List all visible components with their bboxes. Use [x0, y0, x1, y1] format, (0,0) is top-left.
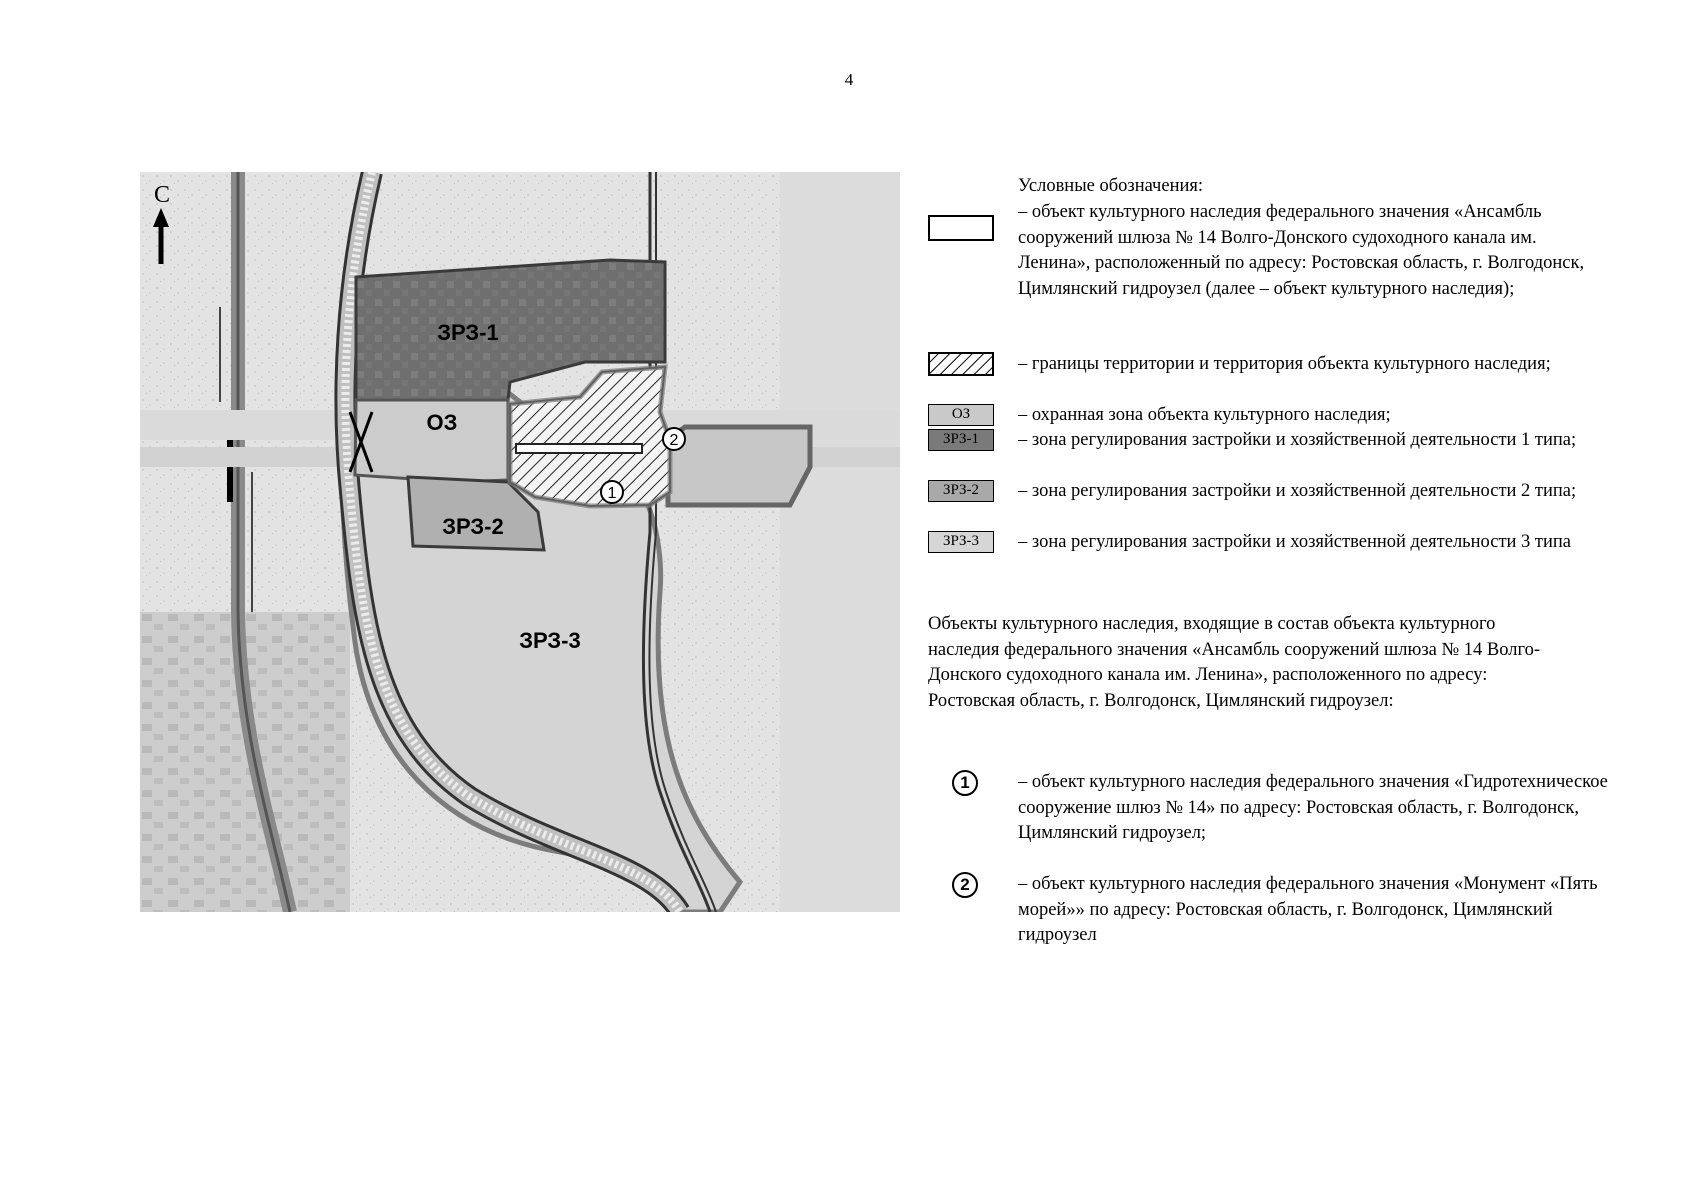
legend-title: Условные обозначения:: [1018, 176, 1204, 196]
marker-1-label: 1: [607, 485, 617, 502]
object-2-number-icon: 2: [952, 872, 978, 898]
zrz1-swatch: ЗРЗ-1: [928, 429, 994, 451]
zrz3-swatch: ЗРЗ-3: [928, 531, 994, 553]
oz-swatch: ОЗ: [928, 404, 994, 426]
zone-label-oz: ОЗ: [426, 410, 458, 435]
marker-2-label: 2: [669, 432, 679, 449]
legend-item-text: – зона регулирования застройки и хозяйственной деятельности 1 типа;: [1018, 430, 1577, 450]
zrz2-swatch: ЗРЗ-2: [928, 480, 994, 502]
legend-item-text: – границы территории и территория объекта культурного наследия;: [1018, 354, 1551, 374]
north-label: С: [154, 182, 171, 208]
legend-item-text: – объект культурного наследия федерального значения «Ансамбль сооружений шлюза № 14 Волго-Донского судоходного канала им. Ленина», расположенный по адресу: Ростовская область, г. Волгодонск, Цимлянский гидроузел (далее – объект культурного наследия);: [1018, 202, 1585, 299]
zone-label-zrz1: ЗРЗ-1: [437, 320, 499, 345]
page-number: 4: [844, 70, 854, 89]
hatch-swatch-icon: [928, 352, 994, 376]
legend-item-text: – зона регулирования застройки и хозяйственной деятельности 2 типа;: [1018, 481, 1577, 501]
legend-item-text: – охранная зона объекта культурного наследия;: [1018, 405, 1391, 425]
frame-swatch-icon: [928, 215, 994, 241]
object-item-text: – объект культурного наследия федерального значения «Монумент «Пять морей»» по адресу: Ростовская область, г. Волгодонск, Цимлянский гидроузел: [1018, 874, 1598, 945]
zone-label-zrz3: ЗРЗ-3: [519, 628, 581, 653]
objects-intro: Объекты культурного наследия, входящие в состав объекта культурного наследия федерального значения «Ансамбль сооружений шлюза № 14 Волго-Донского судоходного канала им. Ленина», расположенного по адресу: Ростовская область, г. Волгодонск, Цимлянский гидроузел:: [928, 614, 1540, 711]
zoning-map: [140, 172, 900, 912]
object-1-number-icon: 1: [952, 770, 978, 796]
object-item-text: – объект культурного наследия федерального значения «Гидротехническое сооружение шлюз № 14» по адресу: Ростовская область, г. Волгодонск, Цимлянский гидроузел;: [1018, 772, 1608, 843]
zone-label-zrz2: ЗРЗ-2: [442, 514, 504, 539]
legend-item-text: – зона регулирования застройки и хозяйственной деятельности 3 типа: [1018, 532, 1572, 552]
